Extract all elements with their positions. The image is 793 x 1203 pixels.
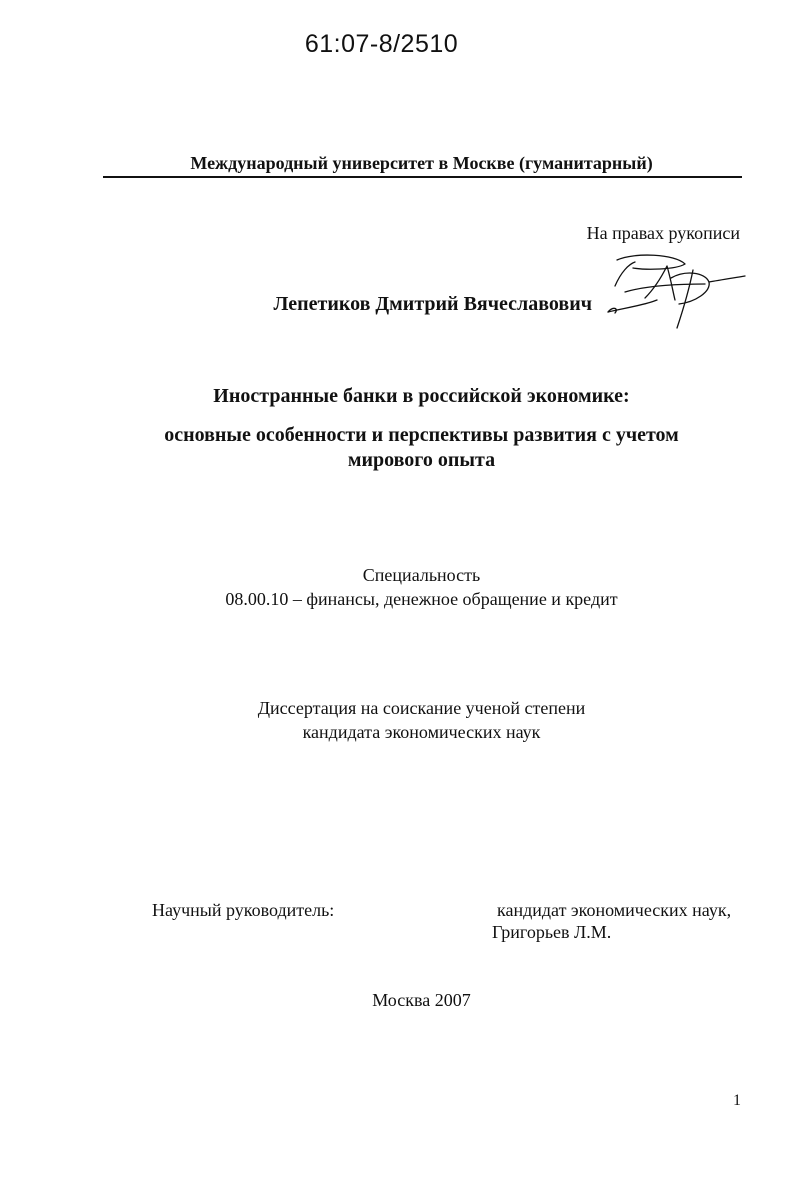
city-year: Москва 2007 (372, 990, 471, 1010)
dissertation-title-line-3: мирового опыта (347, 449, 496, 471)
advisor-degree: кандидат экономических наук, (497, 900, 732, 920)
degree-line-2: кандидата экономических наук (302, 722, 541, 742)
dissertation-title-line-2: основные особенности и перспективы развития с учетом (164, 424, 679, 446)
advisor-label: Научный руководитель: (152, 900, 335, 920)
university-name: Международный университет в Москве (гуманитарный) (190, 153, 653, 173)
specialty-value: 08.00.10 – финансы, денежное обращение и кредит (225, 589, 618, 609)
degree-line-1: Диссертация на соискание ученой степени (257, 698, 586, 718)
page-number: 1 (733, 1092, 741, 1109)
advisor-name: Григорьев Л.М. (492, 922, 612, 942)
dissertation-title-line-1: Иностранные банки в российской экономике: (213, 385, 630, 407)
manuscript-rights-note: На правах рукописи (586, 223, 740, 243)
header-divider (103, 176, 742, 178)
specialty-block (100, 563, 743, 611)
degree-block (100, 696, 743, 744)
archive-code (0, 30, 793, 59)
author-name: Лепетиков Дмитрий Вячеславович (273, 293, 592, 315)
specialty-label: Специальность (362, 565, 481, 585)
signature-image (605, 250, 755, 330)
archive-code-text: 61:07-8/2510 (304, 30, 459, 58)
dissertation-title-continuation (100, 423, 743, 473)
